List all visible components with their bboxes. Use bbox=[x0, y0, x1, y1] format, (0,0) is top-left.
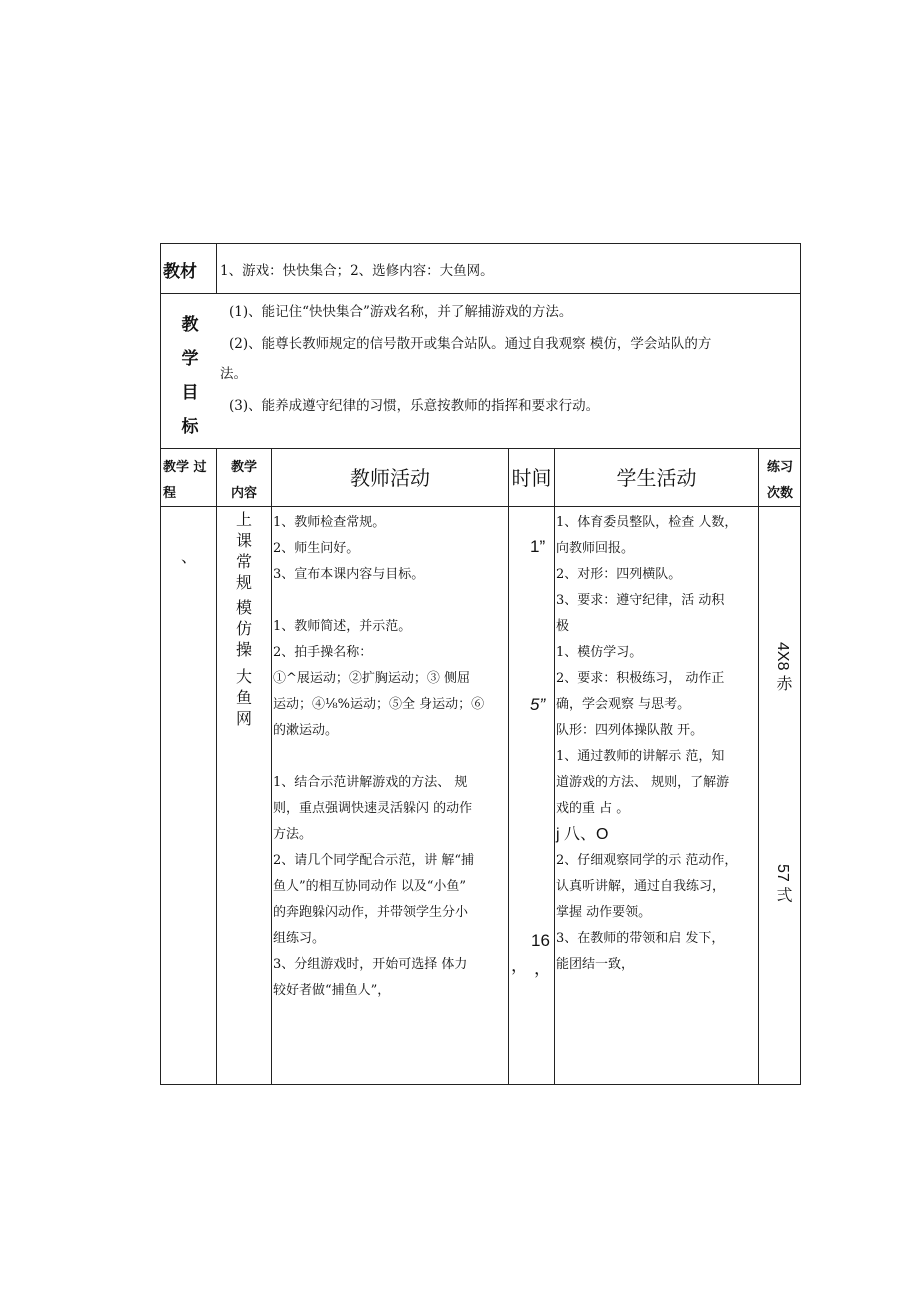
content-part-routine: 上 课 常 规 bbox=[235, 510, 252, 592]
header-time: 时间 bbox=[511, 466, 552, 490]
column-divider bbox=[216, 448, 217, 1084]
practice-count-game: 57 弍 bbox=[774, 864, 791, 903]
time-game-mark-b: ， bbox=[534, 959, 551, 978]
header-practice: 练习 次数 bbox=[766, 460, 793, 501]
teacher-line: 3、宣布本课内容与目标。 bbox=[273, 567, 425, 582]
teacher-line: 1、教师简述，并示范。 bbox=[273, 619, 412, 634]
student-line: 队形：四列体操队散 开。 bbox=[556, 723, 704, 738]
teacher-line bbox=[273, 588, 484, 614]
teacher-line: 1、教师检查常规。 bbox=[273, 515, 386, 530]
teacher-line: ①^展运动；②扩胸运动；③ 侧屈 bbox=[273, 671, 471, 686]
student-line: j 八、O bbox=[556, 826, 609, 843]
student-line: 2、对形：四列横队。 bbox=[556, 567, 682, 582]
practice-count-imitation: 4X8 赤 bbox=[774, 642, 791, 691]
column-divider bbox=[758, 448, 759, 1084]
student-line: 2、仔细观察同学的示 范动作， bbox=[556, 853, 738, 868]
teacher-line: 2、师生问好。 bbox=[273, 541, 360, 556]
row-divider bbox=[161, 448, 800, 449]
student-line: 1、通过教师的讲解示 范，知 bbox=[556, 749, 725, 764]
time-imitation: 5” bbox=[530, 695, 546, 714]
teacher-line: 鱼人”的相互协同动作 以及“小鱼” bbox=[273, 879, 467, 894]
teacher-line: 2、拍手操名称： bbox=[273, 645, 373, 660]
student-line: 3、在教师的带领和启 发下， bbox=[556, 931, 725, 946]
header-content: 教学 内容 bbox=[230, 460, 257, 501]
time-game-mark-a: ， bbox=[511, 956, 528, 975]
header-student-activity: 学生活动 bbox=[616, 466, 697, 490]
goal-item-2: (2)、能尊长教师规定的信号散开或集合站队。通过自我观察 模仿，学会站队的方 bbox=[229, 336, 712, 352]
student-line: 2、要求：积极练习， 动作正 bbox=[556, 671, 725, 686]
teacher-line: 3、分组游戏时，开始可选择 体力 bbox=[273, 957, 468, 972]
teacher-line: 则，重点强调快速灵活躲闪 的动作 bbox=[273, 801, 473, 816]
student-line: 1、体育委员整队，检查 人数， bbox=[556, 515, 738, 530]
content-part-imitation: 模 仿 操 bbox=[235, 598, 252, 659]
column-divider bbox=[216, 244, 217, 293]
goal-item-3: (3)、能养成遵守纪律的习惯，乐意按教师的指挥和要求行动。 bbox=[229, 398, 600, 414]
student-line: 3、要求：遵守纪律，活 动积 bbox=[556, 593, 725, 608]
teacher-line: 运动；④⅛%运动；⑤全 身运动；⑥ bbox=[273, 697, 485, 712]
teacher-line: 2、请几个同学配合示范，讲 解“捕 bbox=[273, 853, 475, 868]
textbook-content: 1、游戏：快快集合；2、选修内容：大鱼网。 bbox=[220, 263, 494, 279]
goal-item-1: (1)、能记住“快快集合”游戏名称，并了解捕游戏的方法。 bbox=[229, 304, 573, 320]
teacher-line: 的漱运动。 bbox=[273, 723, 339, 738]
teacher-line: 较好者做“捕鱼人”， bbox=[273, 983, 391, 998]
lesson-plan-table bbox=[160, 243, 801, 1085]
column-divider bbox=[271, 448, 272, 1084]
column-divider bbox=[508, 448, 509, 1084]
textbook-label: 教材 bbox=[163, 262, 197, 282]
process-mark: 、 bbox=[181, 547, 198, 566]
student-line: 确，学会观察 与思考。 bbox=[556, 697, 691, 712]
goal-item-2-cont: 法。 bbox=[220, 366, 247, 382]
student-line: 1、模仿学习。 bbox=[556, 645, 643, 660]
student-line: 能团结一致， bbox=[556, 957, 635, 972]
content-part-fishnet: 大 鱼 网 bbox=[235, 667, 252, 728]
student-line: 极 bbox=[556, 619, 570, 634]
teacher-line bbox=[273, 744, 484, 770]
goals-label: 教 学 目 标 bbox=[181, 315, 199, 437]
student-activity-text bbox=[556, 510, 737, 978]
teacher-line: 的奔跑躲闪动作，并带领学生分小 bbox=[273, 905, 469, 920]
header-teacher-activity: 教师活动 bbox=[350, 466, 430, 490]
student-line: 戏的重 占 。 bbox=[556, 801, 630, 816]
student-line: 向教师回报。 bbox=[556, 541, 635, 556]
teacher-line: 1、结合示范讲解游戏的方法、 规 bbox=[273, 775, 468, 790]
student-line: 认真听讲解，通过自我练习， bbox=[556, 879, 726, 894]
row-divider bbox=[161, 293, 800, 294]
header-process: 教学 过 程 bbox=[163, 460, 207, 501]
teacher-activity-text bbox=[273, 510, 484, 1004]
student-line: 道游戏的方法、 规则，了解游 bbox=[556, 775, 730, 790]
teacher-line: 方法。 bbox=[273, 827, 313, 842]
column-divider bbox=[554, 448, 555, 1084]
teacher-line: 组练习。 bbox=[273, 931, 326, 946]
student-line: 掌握 动作要领。 bbox=[556, 905, 652, 920]
time-game: 16 bbox=[531, 931, 550, 950]
time-routine: 1” bbox=[530, 537, 546, 556]
